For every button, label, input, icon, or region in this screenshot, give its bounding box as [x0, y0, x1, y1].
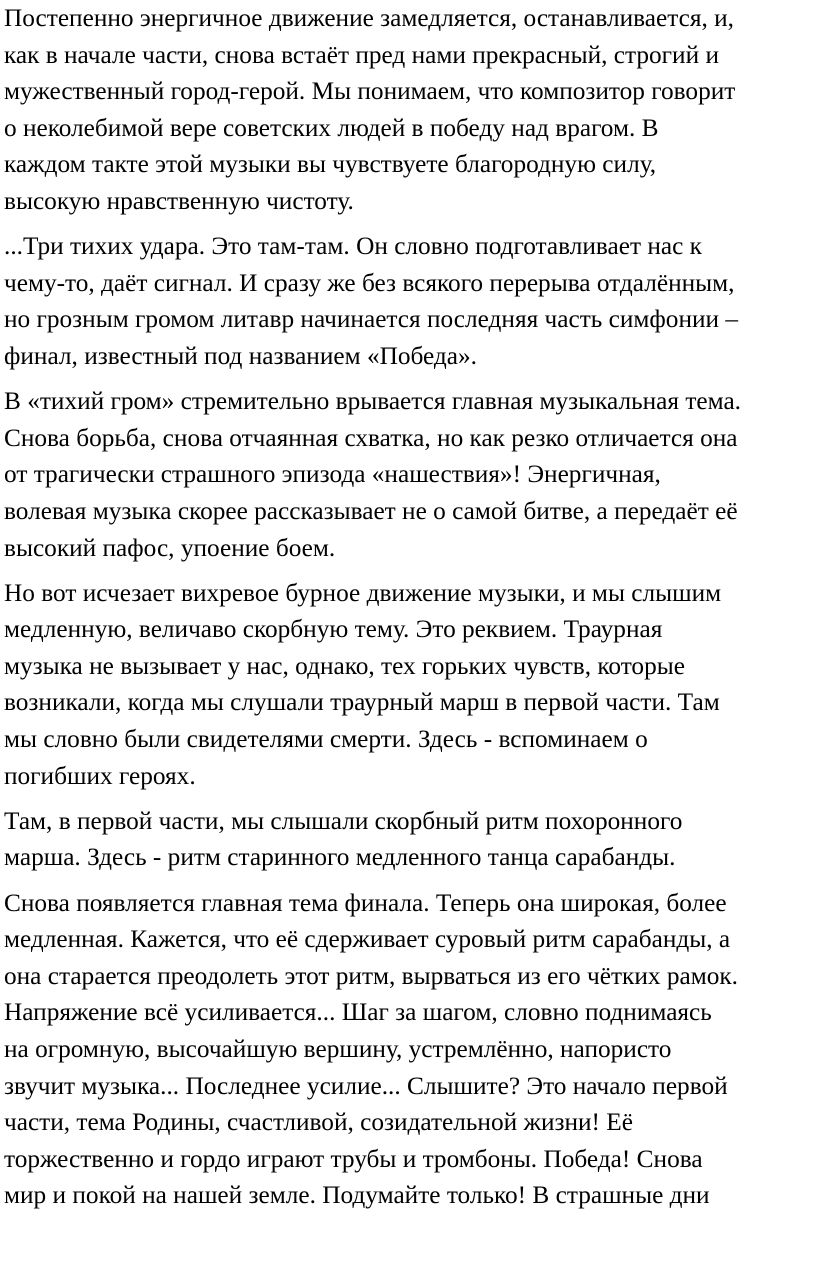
text-line: погибших героях.	[4, 761, 196, 790]
text-line: звучит музыка... Последнее усилие... Слышите? Это начало первой	[4, 1071, 728, 1100]
text-line: медленная. Кажется, что её сдерживает суровый ритм сарабанды, а	[4, 925, 731, 954]
text-line: но грозным громом литавр начинается последняя часть симфонии –	[4, 305, 739, 334]
paragraph-4	[4, 575, 816, 795]
text-line: высокий пафос, упоение боем.	[4, 533, 336, 562]
text-line: мир и покой на нашей земле. Подумайте только! В страшные дни	[4, 1181, 710, 1210]
text-line: на огромную, высочайшую вершину, устремлённо, напористо	[4, 1035, 672, 1063]
text-line: как в начале части, снова встаёт пред нами прекрасный, строгий и	[4, 40, 719, 69]
text-line: мы словно были свидетелями смерти. Здесь - вспоминаем о	[4, 725, 648, 754]
text-line: В «тихий гром» стремительно врывается главная музыкальная тема.	[4, 387, 742, 416]
text-line: музыка не вызывает у нас, однако, тех горьких чувств, которые	[4, 651, 685, 680]
text-line: о неколебимой вере советских людей в победу над врагом. В	[4, 113, 659, 142]
text-line: части, тема Родины, счастливой, созидательной жизни! Её	[4, 1108, 633, 1137]
paragraph-6	[4, 885, 816, 1214]
text-line: марша. Здесь - ритм старинного медленного танца сарабанды.	[4, 843, 676, 872]
text-line: Напряжение всё усиливается... Шаг за шагом, словно поднимаясь	[4, 998, 712, 1027]
text-line: медленную, величаво скорбную тему. Это реквием. Траурная	[4, 615, 663, 644]
text-line: мужественный город-герой. Мы понимаем, что композитор говорит	[4, 77, 736, 106]
text-line: торжественно и гордо играют трубы и тромбоны. Победа! Снова	[4, 1144, 703, 1173]
text-line: ...Три тихих удара. Это там-там. Он словно подготавливает нас к	[4, 232, 702, 261]
text-line: Постепенно энергичное движение замедляется, останавливается, и,	[4, 4, 734, 32]
paragraph-3	[4, 383, 816, 566]
text-line: чему-то, даёт сигнал. И сразу же без всякого перерыва отдалённым,	[4, 268, 735, 297]
text-line: она старается преодолеть этот ритм, вырваться из его чётких рамок.	[4, 961, 738, 990]
paragraph-2	[4, 228, 816, 374]
text-line: Но вот исчезает вихревое бурное движение музыки, и мы слышим	[4, 578, 722, 607]
text-line: финал, известный под названием «Победа».	[4, 341, 478, 370]
text-line: Там, в первой части, мы слышали скорбный ритм похоронного	[4, 806, 683, 835]
text-line: волевая музыка скорее рассказывает не о самой битве, а передаёт её	[4, 496, 738, 525]
paragraph-5	[4, 803, 816, 876]
text-line: каждом такте этой музыки вы чувствуете благородную силу,	[4, 150, 657, 179]
text-line: Снова борьба, снова отчаянная схватка, но как резко отличается она	[4, 423, 738, 452]
text-line: высокую нравственную чистоту.	[4, 186, 354, 215]
text-line: возникали, когда мы слушали траурный марш в первой части. Там	[4, 688, 720, 717]
paragraph-1	[4, 0, 816, 220]
text-line: Снова появляется главная тема финала. Теперь она широкая, более	[4, 888, 727, 917]
text-line: от трагически страшного эпизода «нашествия»! Энергичная,	[4, 460, 661, 489]
